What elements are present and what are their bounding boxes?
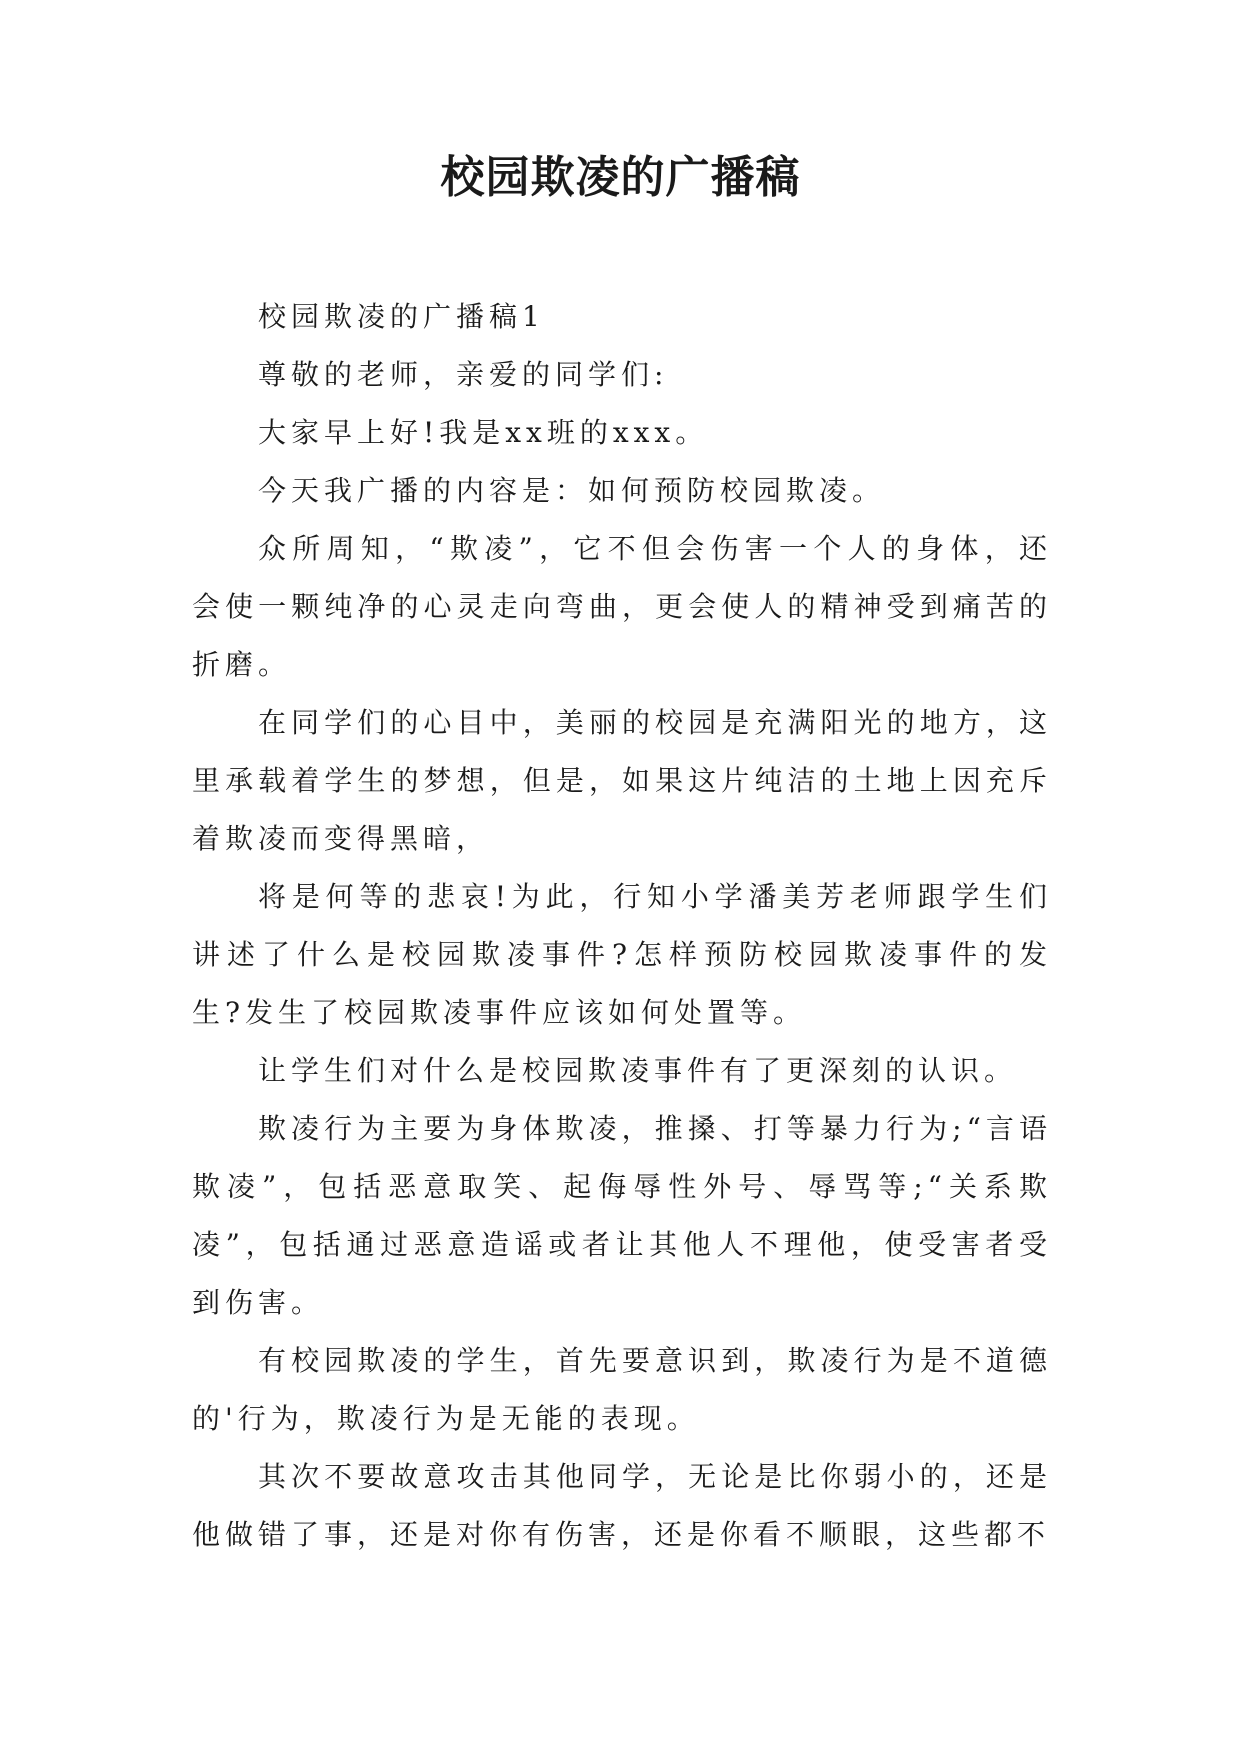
document-title: 校园欺凌的广播稿 [440, 152, 801, 203]
paragraph-topic: 今天我广播的内容是：如何预防校园欺凌。 [258, 474, 886, 507]
paragraph: 将是何等的悲哀!为此，行知小学潘美芳老师跟学生们讲述了什么是校园欺凌事件?怎样预防校园欺凌事件的发生?发生了校园欺凌事件应该如何处置等。 [192, 880, 1052, 1029]
paragraph-salutation: 尊敬的老师，亲爱的同学们: [258, 358, 669, 391]
paragraph: 欺凌行为主要为身体欺凌，推搡、打等暴力行为;“言语欺凌”，包括恶意取笑、起侮辱性外号、辱骂等;“关系欺凌”，包括通过恶意造谣或者让其他人不理他，使受害者受到伤害。 [192, 1112, 1052, 1319]
paragraph: 有校园欺凌的学生，首先要意识到，欺凌行为是不道德的'行为，欺凌行为是无能的表现。 [192, 1344, 1052, 1435]
paragraph-heading: 校园欺凌的广播稿1 [258, 300, 545, 333]
paragraph: 让学生们对什么是校园欺凌事件有了更深刻的认识。 [258, 1054, 1018, 1087]
paragraph: 其次不要故意攻击其他同学，无论是比你弱小的，还是他做错了事，还是对你有伤害，还是你看不顺眼，这些都不 [192, 1460, 1052, 1551]
paragraph: 在同学们的心目中，美丽的校园是充满阳光的地方，这里承载着学生的梦想，但是，如果这片纯洁的土地上因充斥着欺凌而变得黑暗， [192, 706, 1052, 855]
paragraph: 众所周知，“欺凌”，它不但会伤害一个人的身体，还会使一颗纯净的心灵走向弯曲，更会使人的精神受到痛苦的折磨。 [192, 532, 1052, 681]
document-body [192, 288, 1052, 1564]
paragraph-greeting: 大家早上好!我是xx班的xxx。 [258, 416, 709, 449]
